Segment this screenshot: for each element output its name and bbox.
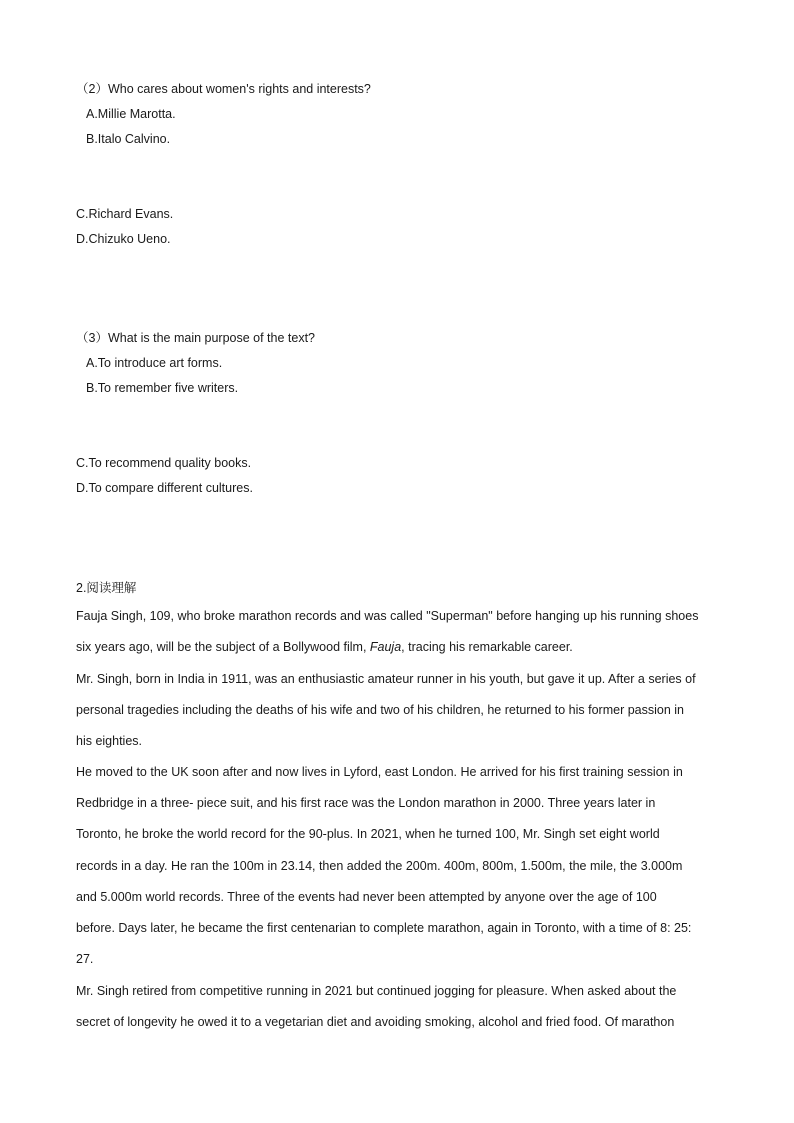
passage-line: Redbridge in a three- piece suit, and his first race was the London marathon in 2000. Three years later in bbox=[76, 796, 656, 811]
passage-line: Toronto, he broke the world record for the 90-plus. In 2021, when he turned 100, Mr. Singh set eight world bbox=[76, 827, 660, 842]
question-3-option-c: C.To recommend quality books. bbox=[76, 456, 252, 470]
passage-line: and 5.000m world records. Three of the events had never been attempted by anyone over the age of 100 bbox=[76, 889, 657, 904]
passage-line: 27. bbox=[76, 952, 94, 967]
passage-text: six years ago, will be the subject of a Bollywood film, bbox=[76, 640, 370, 655]
question-2-text: （2）Who cares about women's rights and interests? bbox=[76, 82, 371, 96]
question-2-option-c: C.Richard Evans. bbox=[76, 207, 174, 221]
passage-line: his eighties. bbox=[76, 734, 143, 749]
passage-line: secret of longevity he owed it to a vegetarian diet and avoiding smoking, alcohol and fried food. Of marathon bbox=[76, 1015, 675, 1030]
passage-line: Mr. Singh retired from competitive running in 2021 but continued jogging for pleasure. When asked about the bbox=[76, 984, 677, 998]
question-2-option-a: A.Millie Marotta. bbox=[86, 107, 176, 121]
passage-line: before. Days later, he became the first centenarian to complete marathon, again in Toronto, with a time of 8: 25: bbox=[76, 920, 692, 935]
question-3-text: （3）What is the main purpose of the text? bbox=[76, 331, 316, 345]
question-3-option-b: B.To remember five writers. bbox=[86, 381, 239, 395]
question-3-option-a: A.To introduce art forms. bbox=[86, 356, 223, 370]
section-heading: 2.阅读理解 bbox=[76, 581, 137, 595]
passage-paragraph-4 bbox=[76, 983, 721, 1045]
passage-line: Fauja Singh, 109, who broke marathon records and was called "Superman" before hanging up his running shoes bbox=[76, 609, 699, 623]
passage-line: He moved to the UK soon after and now lives in Lyford, east London. He arrived for his first training session in bbox=[76, 765, 683, 779]
passage-text: , tracing his remarkable career. bbox=[401, 640, 573, 655]
question-2-option-d: D.Chizuko Ueno. bbox=[76, 232, 171, 246]
passage-paragraph-2 bbox=[76, 671, 721, 765]
passage-line: Mr. Singh, born in India in 1911, was an enthusiastic amateur runner in his youth, but gave it up. After a series of bbox=[76, 672, 696, 686]
film-title: Fauja bbox=[369, 640, 402, 655]
question-2-option-b: B.Italo Calvino. bbox=[86, 132, 171, 146]
passage-paragraph-3 bbox=[76, 764, 721, 982]
question-3-option-d: D.To compare different cultures. bbox=[76, 481, 253, 495]
passage-line: records in a day. He ran the 100m in 23.14, then added the 200m. 400m, 800m, 1.500m, the mile, the 3.000m bbox=[76, 858, 683, 873]
passage-line: personal tragedies including the deaths of his wife and two of his children, he returned to his former passion in bbox=[76, 703, 684, 718]
passage-line bbox=[76, 639, 721, 670]
passage-paragraph-1 bbox=[76, 608, 721, 670]
